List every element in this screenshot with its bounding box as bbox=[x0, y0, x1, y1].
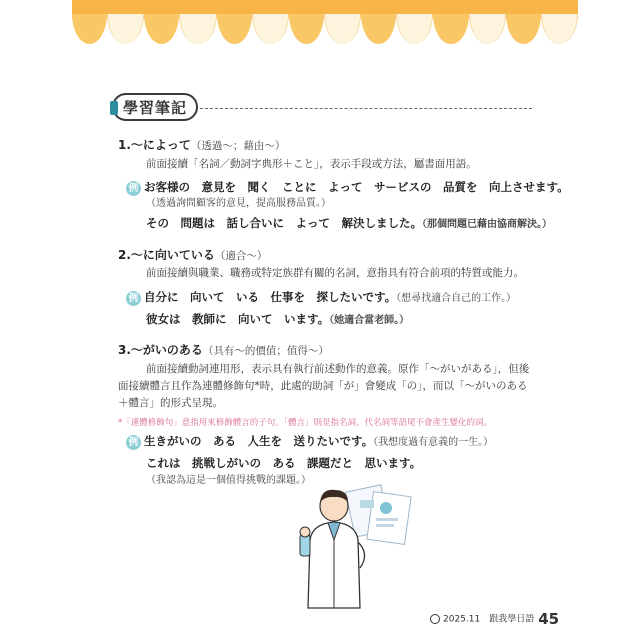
section-3-desc-line-2: 面接續體言且作為連體修飾句*時，此處的助詞「が」會變成「の」，而以「～がいのある bbox=[118, 380, 528, 392]
section-3-desc-line-3: ＋體言」的形式呈現。 bbox=[118, 397, 223, 409]
section-1-example-2: その 問題は 話し合いに よって 解決しました。（那個問題已藉由協商解決。） bbox=[146, 216, 552, 230]
page-number: 45 bbox=[538, 610, 560, 628]
section-3-desc-line-1: 前面接續動詞連用形，表示具有執行前述動作的意義。原作「～がいがある」，但後 bbox=[146, 363, 530, 375]
section-title: 學習筆記 bbox=[112, 93, 198, 121]
section-2-example-2: 彼女は 教師に 向いて います。（她適合當老師。） bbox=[146, 312, 410, 326]
section-1-example-1: 例 お客様の 意見を 聞く ことに よって サービスの 品質を 向上させます。 bbox=[126, 180, 569, 196]
title-divider bbox=[200, 108, 532, 109]
section-1-heading: 1.～によって（透過～；藉由～） bbox=[118, 138, 286, 152]
section-3-footnote: *「連體修飾句」意指用來修飾體言的子句。「體言」則是指名詞、代名詞等語尾不會產生變化的詞。 bbox=[118, 418, 493, 428]
section-3-example-2-translation: （我認為這是一個值得挑戰的課題。） bbox=[146, 475, 311, 486]
title-tab-decoration bbox=[110, 101, 118, 115]
section-3-heading: 3.～がいのある（具有～的價值；值得～） bbox=[118, 343, 329, 357]
doctor-illustration bbox=[290, 482, 420, 612]
section-1-desc: 前面接續「名詞／動詞字典形＋こと」，表示手段或方法，屬書面用語。 bbox=[146, 158, 477, 170]
example-marker-icon: 例 bbox=[126, 291, 141, 306]
example-marker-icon: 例 bbox=[126, 435, 141, 450]
section-2-example-1: 例 自分に 向いて いる 仕事を 探したいです。（想尋找適合自己的工作。） bbox=[126, 290, 516, 306]
awning-decoration bbox=[72, 0, 578, 52]
example-marker-icon: 例 bbox=[126, 181, 141, 196]
section-2-desc: 前面接續與職業、職務或特定族群有關的名詞，意指具有符合前項的特質或能力。 bbox=[146, 267, 524, 279]
section-1-example-1-translation: （透過詢問顧客的意見，提高服務品質。） bbox=[146, 198, 331, 209]
clock-icon bbox=[430, 614, 440, 624]
section-3-example-1: 例 生きがいの ある 人生を 送りたいです。（我想度過有意義的一生。） bbox=[126, 434, 493, 450]
page-footer bbox=[430, 610, 559, 628]
section-3-example-2: これは 挑戦しがいの ある 課題だと 思います。 bbox=[146, 456, 422, 470]
section-2-heading: 2.～に向いている（適合～） bbox=[118, 248, 268, 262]
footer-issue: 2025.11 跟我學日語 bbox=[443, 614, 535, 625]
